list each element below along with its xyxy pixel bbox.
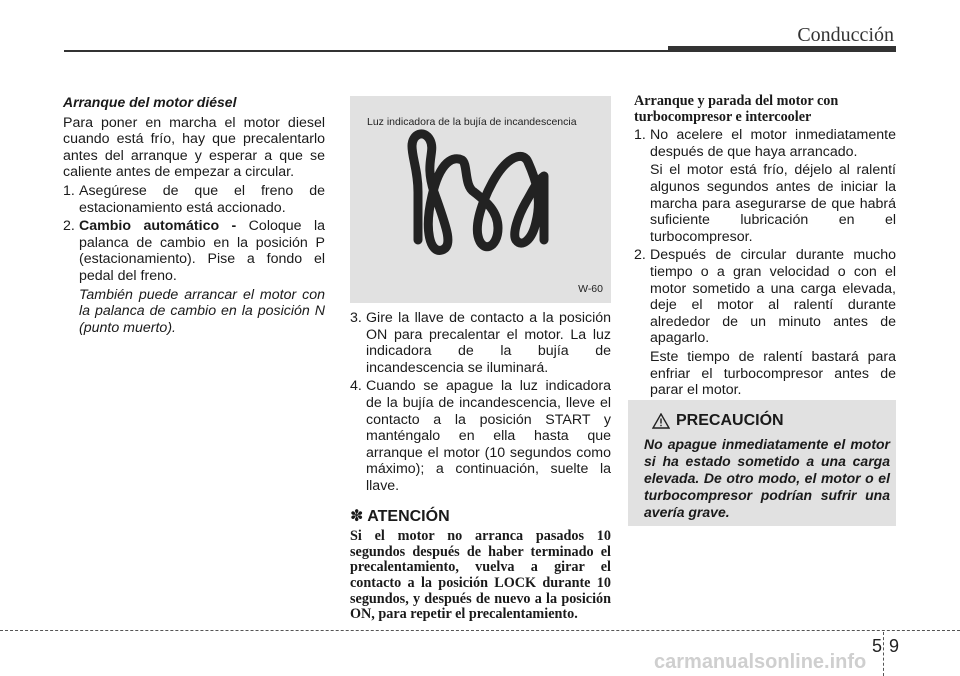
list-text: Cuando se apague la luz indicadora de la bujía de incandescencia, lleve el contacto a la posición START y manténgalo en ella hasta que arranque el motor (10 segundos como máximo); a continuación, suelte la llave. (366, 378, 611, 494)
page-number: 9 (889, 636, 900, 656)
warning-triangle-icon (652, 413, 670, 429)
auto-transmission-label: Cambio automático - (79, 218, 237, 235)
page-number-divider (883, 632, 884, 676)
diesel-intro-paragraph: Para poner en marcha el motor diesel cuando está frío, hay que precalentarlo antes del arranque y esperar a que se caliente antes de empezar a circular. (63, 114, 325, 181)
list-number: 3. (350, 310, 362, 326)
caution-text: No apague inmediatamente el motor si ha estado sometido a una carga elevada. De otro modo, el motor o el turbocompresor podrían sufrir una avería grave. (644, 436, 890, 520)
list-text: Asegúrese de que el freno de estacionamiento está accionado. (79, 182, 325, 216)
list-number: 4. (350, 378, 362, 395)
list-number: 1. (63, 182, 75, 199)
neutral-note: También puede arrancar el motor con la palanca de cambio en la posición N (punto muerto). (79, 286, 325, 336)
column-middle (350, 310, 611, 623)
glow-plug-indicator-icon (350, 96, 611, 303)
list-item (63, 218, 325, 284)
list-item (350, 310, 611, 376)
idle-time-note: Este tiempo de ralentí bastará para enfriar el turbocompresor antes de parar el motor. (650, 348, 896, 399)
turbo-heading: Arranque y parada del motor con turbocompresor e intercooler (634, 93, 839, 125)
section-title: Conducción (797, 24, 894, 46)
list-number: 2. (634, 247, 646, 264)
diesel-start-heading: Arranque del motor diésel (63, 94, 237, 110)
header-rule-thick (668, 46, 896, 52)
list-text: No acelere el motor inmediatamente después de que haya arrancado. (650, 127, 896, 160)
column-right (634, 94, 896, 401)
caution-box (628, 400, 896, 526)
glow-plug-figure (350, 96, 611, 303)
list-item (634, 127, 896, 160)
list-item (634, 247, 896, 347)
list-number: 2. (63, 218, 75, 235)
figure-caption: Luz indicadora de la bujía de incandescencia (367, 116, 577, 128)
figure-code: W-60 (578, 283, 603, 295)
watermark: carmanualsonline.info (654, 651, 867, 673)
column-left (63, 94, 325, 338)
cold-engine-note: Si el motor está frío, déjelo al ralentí algunos segundos antes de iniciar la marcha para asegurarse de que habrá suficiente lubricación en el turbocompresor. (650, 162, 896, 245)
caution-heading (652, 412, 784, 430)
list-text: Gire la llave de contacto a la posición ON para precalentar el motor. La luz indicadora de la bujía de incandescencia se iluminará. (366, 310, 611, 376)
caution-title-text: PRECAUCIÓN (676, 412, 784, 429)
section-number: 5 (872, 636, 883, 656)
auto-transmission-text: Coloque la palanca de cambio en la posición P (estacionamiento). Pise a fondo el pedal del freno. (79, 218, 325, 284)
list-text (79, 218, 325, 284)
attention-heading: ✽ ATENCIÓN (350, 507, 450, 525)
list-text: Después de circular durante mucho tiempo o a gran velocidad o con el motor sometido a una carga elevada, deje el motor al ralentí durante alrededor de un minuto antes de apagarlo. (650, 247, 896, 347)
list-item (63, 183, 325, 216)
list-item (350, 378, 611, 494)
attention-text: Si el motor no arranca pasados 10 segundos después de haber terminado el precalentamiento, vuelva a girar el contacto a la posición LOCK durante 10 segundos, y después de nuevo a la posición ON, para repetir el precalentamiento. (350, 528, 611, 623)
footer-rule (0, 630, 960, 631)
list-number: 1. (634, 127, 646, 144)
